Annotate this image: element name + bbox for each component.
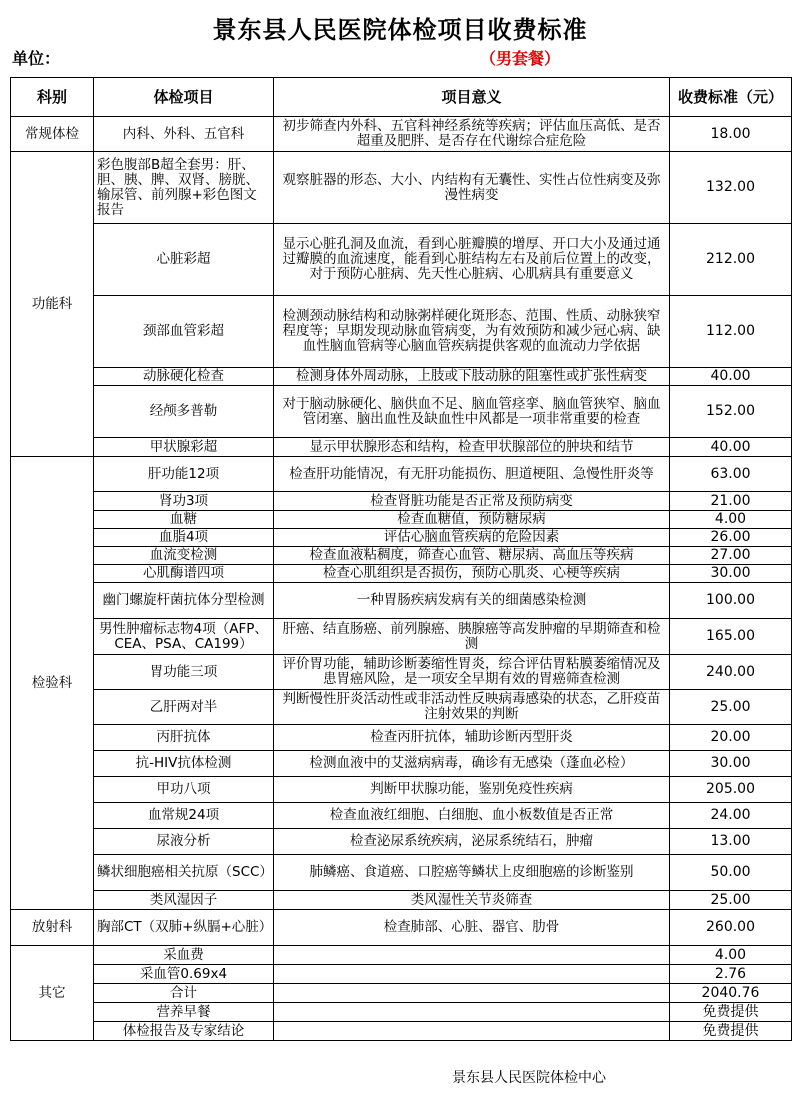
column-header-meaning: 项目意义: [274, 78, 670, 117]
meaning-cell: 肝癌、结直肠癌、前列腺癌、胰腺癌等高发肿瘤的早期筛查和检测: [274, 619, 670, 655]
table-header-row: [11, 78, 792, 117]
item-cell: 合计: [94, 984, 274, 1003]
package-label: （男套餐）: [480, 49, 561, 68]
item-cell: 乙肝两对半: [94, 690, 274, 725]
dept-cell: 常规体检: [11, 117, 94, 152]
meaning-cell: [274, 984, 670, 1003]
fee-cell: 30.00: [670, 565, 792, 583]
item-cell: 鳞状细胞癌相关抗原（SCC）: [94, 855, 274, 891]
table-row: [11, 457, 792, 492]
table-row: [11, 511, 792, 529]
fee-cell: 112.00: [670, 296, 792, 368]
unit-label: 单位：: [12, 49, 61, 68]
item-cell: 血脂4项: [94, 529, 274, 547]
item-cell: 抗-HIV抗体检测: [94, 751, 274, 777]
item-cell: 幽门螺旋杆菌抗体分型检测: [94, 583, 274, 619]
table-row: [11, 619, 792, 655]
column-header-fee: 收费标准（元）: [670, 78, 792, 117]
table-row: [11, 583, 792, 619]
fee-cell: 2.76: [670, 965, 792, 984]
meaning-cell: 检查心肌组织是否损伤，预防心肌炎、心梗等疾病: [274, 565, 670, 583]
fee-cell: 132.00: [670, 152, 792, 224]
table-row: [11, 891, 792, 910]
dept-cell: 检验科: [11, 457, 94, 910]
meaning-cell: 检查血液粘稠度，筛查心血管、糖尿病、高血压等疾病: [274, 547, 670, 565]
item-cell: 尿液分析: [94, 829, 274, 855]
column-header-dept: 科别: [11, 78, 94, 117]
table-row: [11, 492, 792, 511]
item-cell: 血常规24项: [94, 803, 274, 829]
item-cell: 彩色腹部B超全套男：肝、胆、胰、脾、双肾、膀胱、输尿管、前列腺+彩色图文报告: [94, 152, 274, 224]
fee-cell: 25.00: [670, 690, 792, 725]
meaning-cell: 肺鳞癌、食道癌、口腔癌等鳞状上皮细胞癌的诊断鉴别: [274, 855, 670, 891]
meaning-cell: 显示心脏孔洞及血流，看到心脏瓣膜的增厚、开口大小及通过通过瓣膜的血流速度，能看到心脏结构左右及前后位置上的改变，对于预防心脏病、先天性心脏病、心肌病具有重要意义: [274, 224, 670, 296]
item-cell: 胸部CT（双肺+纵膈+心脏）: [94, 910, 274, 946]
item-cell: 甲状腺彩超: [94, 438, 274, 457]
meaning-cell: [274, 965, 670, 984]
item-cell: 肝功能12项: [94, 457, 274, 492]
meaning-cell: 检测颈动脉结构和动脉粥样硬化斑形态、范围、性质、动脉狭窄程度等；早期发现动脉血管病变，为有效预防和减少冠心病、缺血性脑血管病等心脑血管疾病提供客观的血流动力学依据: [274, 296, 670, 368]
fee-table: [10, 77, 792, 1041]
table-row: [11, 725, 792, 751]
page-title: 景东县人民医院体检项目收费标准: [212, 16, 588, 44]
item-cell: 心肌酶谱四项: [94, 565, 274, 583]
table-row: [11, 965, 792, 984]
table-row: [11, 529, 792, 547]
table-body: [11, 117, 792, 1041]
fee-cell: 30.00: [670, 751, 792, 777]
table-row: [11, 655, 792, 690]
item-cell: 丙肝抗体: [94, 725, 274, 751]
item-cell: 血糖: [94, 511, 274, 529]
table-row: [11, 855, 792, 891]
fee-cell: 240.00: [670, 655, 792, 690]
table-row: [11, 438, 792, 457]
table-row: [11, 368, 792, 386]
table-row: [11, 803, 792, 829]
table-row: [11, 386, 792, 438]
item-cell: 甲功八项: [94, 777, 274, 803]
meaning-cell: 判断甲状腺功能，鉴别免疫性疾病: [274, 777, 670, 803]
meaning-cell: 检查泌尿系统疾病，泌尿系统结石，肿瘤: [274, 829, 670, 855]
fee-cell: 18.00: [670, 117, 792, 152]
table-row: [11, 910, 792, 946]
table-row: [11, 565, 792, 583]
fee-cell: 260.00: [670, 910, 792, 946]
item-cell: 心脏彩超: [94, 224, 274, 296]
table-row: [11, 751, 792, 777]
table-row: [11, 690, 792, 725]
item-cell: 男性肿瘤标志物4项（AFP、CEA、PSA、CA199）: [94, 619, 274, 655]
fee-cell: 4.00: [670, 946, 792, 965]
item-cell: 颈部血管彩超: [94, 296, 274, 368]
meaning-cell: 显示甲状腺形态和结构，检查甲状腺部位的肿块和结节: [274, 438, 670, 457]
meaning-cell: [274, 946, 670, 965]
table-row: [11, 296, 792, 368]
fee-cell: 212.00: [670, 224, 792, 296]
meaning-cell: 判断慢性肝炎活动性或非活动性反映病毒感染的状态，乙肝疫苗注射效果的判断: [274, 690, 670, 725]
table-row: [11, 829, 792, 855]
dept-cell: 放射科: [11, 910, 94, 946]
meaning-cell: 检查肝功能情况，有无肝功能损伤、胆道梗阻、急慢性肝炎等: [274, 457, 670, 492]
meaning-cell: 检查血糖值，预防糖尿病: [274, 511, 670, 529]
fee-cell: 26.00: [670, 529, 792, 547]
fee-cell: 25.00: [670, 891, 792, 910]
item-cell: 采血费: [94, 946, 274, 965]
meaning-cell: 评价胃功能，辅助诊断萎缩性胃炎，综合评估胃粘膜萎缩情况及患胃癌风险，是一项安全早期有效的胃癌筛查检测: [274, 655, 670, 690]
item-cell: 内科、外科、五官科: [94, 117, 274, 152]
meaning-cell: 检测身体外周动脉，上肢或下肢动脉的阻塞性或扩张性病变: [274, 368, 670, 386]
fee-cell: 100.00: [670, 583, 792, 619]
meaning-cell: 观察脏器的形态、大小、内结构有无囊性、实性占位性病变及弥漫性病变: [274, 152, 670, 224]
table-row: [11, 984, 792, 1003]
fee-cell: 13.00: [670, 829, 792, 855]
fee-cell: 205.00: [670, 777, 792, 803]
meaning-cell: 检查肺部、心脏、器官、肋骨: [274, 910, 670, 946]
item-cell: 动脉硬化检查: [94, 368, 274, 386]
meaning-cell: 检查肾脏功能是否正常及预防病变: [274, 492, 670, 511]
meaning-cell: [274, 1003, 670, 1022]
fee-cell: 20.00: [670, 725, 792, 751]
fee-cell: 24.00: [670, 803, 792, 829]
footer-org: 景东县人民医院体检中心: [452, 1070, 606, 1086]
table-row: [11, 117, 792, 152]
fee-cell: 免费提供: [670, 1003, 792, 1022]
fee-cell: 21.00: [670, 492, 792, 511]
table-row: [11, 152, 792, 224]
fee-cell: 27.00: [670, 547, 792, 565]
meaning-cell: 初步筛查内外科、五官科神经系统等疾病；评估血压高低、是否超重及肥胖、是否存在代谢综合症危险: [274, 117, 670, 152]
item-cell: 经颅多普勒: [94, 386, 274, 438]
item-cell: 体检报告及专家结论: [94, 1022, 274, 1041]
fee-cell: 165.00: [670, 619, 792, 655]
fee-cell: 50.00: [670, 855, 792, 891]
item-cell: 采血管0.69x4: [94, 965, 274, 984]
meaning-cell: 对于脑动脉硬化、脑供血不足、脑血管痉挛、脑血管狭窄、脑血管闭塞、脑出血性及缺血性中风都是一项非常重要的检查: [274, 386, 670, 438]
table-row: [11, 224, 792, 296]
item-cell: 类风湿因子: [94, 891, 274, 910]
table-row: [11, 777, 792, 803]
fee-cell: 40.00: [670, 438, 792, 457]
table-row: [11, 946, 792, 965]
fee-cell: 4.00: [670, 511, 792, 529]
meaning-cell: 类风湿性关节炎筛查: [274, 891, 670, 910]
meaning-cell: 评估心脑血管疾病的危险因素: [274, 529, 670, 547]
meaning-cell: 一种胃肠疾病发病有关的细菌感染检测: [274, 583, 670, 619]
item-cell: 营养早餐: [94, 1003, 274, 1022]
fee-cell: 63.00: [670, 457, 792, 492]
fee-cell: 40.00: [670, 368, 792, 386]
fee-cell: 2040.76: [670, 984, 792, 1003]
meaning-cell: 检查丙肝抗体，辅助诊断丙型肝炎: [274, 725, 670, 751]
meaning-cell: [274, 1022, 670, 1041]
dept-cell: 功能科: [11, 152, 94, 457]
item-cell: 血流变检测: [94, 547, 274, 565]
column-header-item: 体检项目: [94, 78, 274, 117]
fee-cell: 152.00: [670, 386, 792, 438]
item-cell: 肾功3项: [94, 492, 274, 511]
meaning-cell: 检查血液红细胞、白细胞、血小板数值是否正常: [274, 803, 670, 829]
fee-cell: 免费提供: [670, 1022, 792, 1041]
item-cell: 胃功能三项: [94, 655, 274, 690]
meaning-cell: 检测血液中的艾滋病病毒，确诊有无感染（蓬血必检）: [274, 751, 670, 777]
table-row: [11, 1003, 792, 1022]
table-row: [11, 547, 792, 565]
table-row: [11, 1022, 792, 1041]
dept-cell: 其它: [11, 946, 94, 1041]
